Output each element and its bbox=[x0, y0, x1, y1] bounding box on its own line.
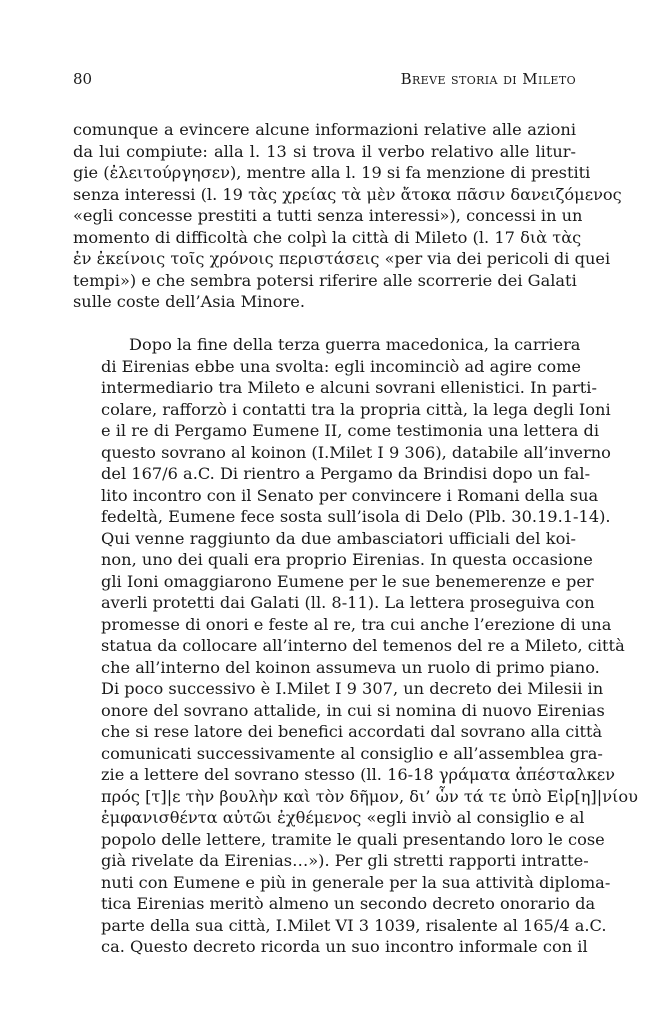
text-line: da lui compiute: alla l. 13 si trova il verbo relativo alle litur- bbox=[73, 141, 576, 161]
text-line: ἐν ἐκείνοις τοῖς χρόνοις περιστάσεις «per via dei pericoli di quei bbox=[73, 249, 611, 268]
text-line: già rivelate da Eirenias…»). Per gli stretti rapporti intratte- bbox=[101, 851, 589, 870]
text-line: onore del sovrano attalide, in cui si nomina di nuovo Eirenias bbox=[101, 700, 605, 720]
text-line: del 167/6 a.C. Di rientro a Pergamo da Brindisi dopo un fal- bbox=[101, 464, 591, 483]
paragraph bbox=[73, 334, 638, 958]
paragraph bbox=[73, 119, 622, 313]
text-line: momento di difficoltà che colpì la città di Mileto (l. 17 διὰ τὰς bbox=[73, 227, 582, 247]
text-line: gie (ἐλειτούργησεν), mentre alla l. 19 si fa menzione di prestiti bbox=[73, 163, 591, 182]
text-line: «egli concesse prestiti a tutti senza interessi»), concessi in un bbox=[73, 206, 583, 225]
text-line: intermediario tra Mileto e alcuni sovrani ellenistici. In parti- bbox=[101, 378, 597, 397]
text-line: e il re di Pergamo Eumene II, come testimonia una lettera di bbox=[101, 421, 600, 440]
text-line: tica Eirenias meritò almeno un secondo decreto onorario da bbox=[101, 894, 596, 913]
text-line: questo sovrano al koinon (I.Milet I 9 306), databile all’inverno bbox=[101, 442, 611, 462]
text-line: non, uno dei quali era proprio Eirenias. In questa occasione bbox=[101, 550, 593, 569]
text-line: popolo delle lettere, tramite le quali presentando loro le cose bbox=[101, 829, 605, 849]
text-line: gli Ioni omaggiarono Eumene per le sue benemerenze e per bbox=[101, 571, 594, 591]
text-line: che all’interno del koinon assumeva un ruolo di primo piano. bbox=[101, 657, 600, 677]
text-line: che si rese latore dei benefici accordati dal sovrano alla città bbox=[101, 722, 603, 741]
text-line: ἐμφανισθέντα αὐτῶι ἐχθέμενος «egli inviò al consiglio e al bbox=[101, 808, 585, 827]
text-line: senza interessi (l. 19 τὰς χρείας τὰ μὲν ἄτοκα πᾶσιν δανειζόμενος bbox=[73, 184, 622, 204]
text-line: Qui venne raggiunto da due ambasciatori ufficiali del koi- bbox=[101, 528, 576, 548]
text-line: fedeltà, Eumene fece sosta sull’isola di Delo (Plb. 30.19.1-14). bbox=[101, 507, 611, 526]
text-line: averli protetti dai Galati (ll. 8-11). La lettera proseguiva con bbox=[101, 593, 595, 612]
text-line: ca. Questo decreto ricorda un suo incontro informale con il bbox=[101, 937, 588, 956]
text-line: comunque a evincere alcune informazioni relative alle azioni bbox=[73, 120, 576, 139]
text-line: promesse di onori e feste al re, tra cui anche l’erezione di una bbox=[101, 614, 612, 634]
text-line: πρός [τ]|ε τὴν βουλὴν καὶ τὸν δῆμον, δι’ ὧν τά τε ὑπὸ Εἰρ[η]|νίου bbox=[101, 786, 638, 806]
body-text bbox=[73, 119, 638, 958]
text-line: Dopo la fine della terza guerra macedonica, la carriera bbox=[129, 335, 581, 354]
text-line: colare, rafforzò i contatti tra la propria città, la lega degli Ioni bbox=[101, 399, 611, 419]
text-line: comunicati successivamente al consiglio e all’assemblea gra- bbox=[101, 743, 603, 763]
text-line: nuti con Eumene e più in generale per la sua attività diploma- bbox=[101, 872, 611, 892]
text-line: tempi») e che sembra potersi riferire alle scorrerie dei Galati bbox=[73, 270, 577, 290]
page-header bbox=[73, 70, 576, 92]
page-number: 80 bbox=[73, 70, 93, 88]
text-line: zie a lettere del sovrano stesso (ll. 16-18 γράματα ἀπέσταλκεν bbox=[101, 765, 615, 784]
running-head: Breve storia di Mileto bbox=[400, 70, 576, 88]
text-line: sulle coste dell’Asia Minore. bbox=[73, 292, 305, 311]
text-line: di Eirenias ebbe una svolta: egli incominciò ad agire come bbox=[101, 356, 582, 376]
text-line: Di poco successivo è I.Milet I 9 307, un decreto dei Milesii in bbox=[101, 679, 604, 698]
text-line: lito incontro con il Senato per convincere i Romani della sua bbox=[101, 485, 599, 505]
text-line: parte della sua città, I.Milet VI 3 1039, risalente al 165/4 a.C. bbox=[101, 915, 607, 935]
text-line: statua da collocare all’interno del temenos del re a Mileto, città bbox=[101, 636, 625, 655]
